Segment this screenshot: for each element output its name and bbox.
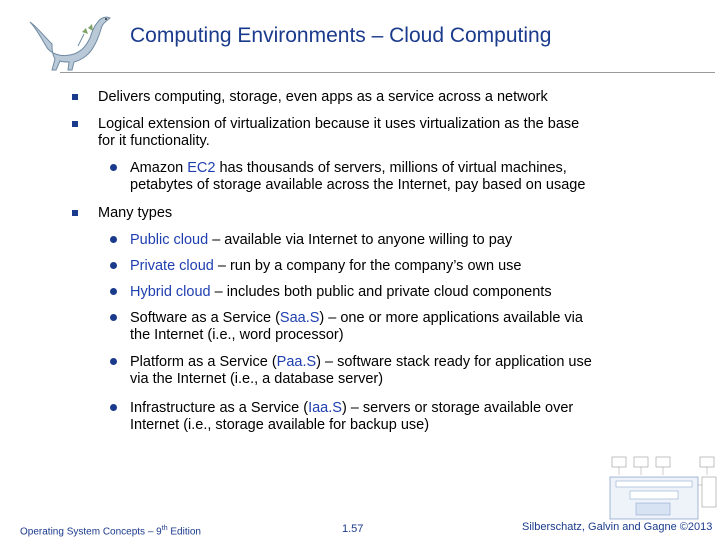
footer-book-sup: th (161, 525, 168, 532)
text-post: ) – servers or storage available over (341, 400, 574, 416)
footer-copyright: Silberschatz, Galvin and Gagne ©2013 (522, 521, 713, 533)
square-bullet-icon (72, 94, 78, 100)
round-bullet-icon (110, 358, 117, 365)
text-post: – run by a company for the company’s own use (213, 258, 522, 274)
sub-bullet-text (130, 400, 573, 434)
footer-book-post: Edition (167, 526, 201, 538)
bullet-line: petabytes of storage available across the Internet, pay based on usage (130, 177, 586, 193)
highlight-term: Paa.S (276, 354, 317, 370)
page-number: 1.57 (342, 523, 364, 535)
text-pre: Amazon (130, 160, 188, 176)
round-bullet-icon (110, 404, 117, 411)
text-pre: Software as a Service ( (130, 310, 280, 326)
text-pre: Platform as a Service ( (130, 354, 277, 370)
dinosaur-logo-icon (22, 4, 122, 74)
slide-title: Computing Environments – Cloud Computing (130, 24, 552, 47)
highlight-term: Hybrid cloud (130, 284, 211, 300)
highlight-term: Public cloud (130, 232, 209, 248)
footer-book-pre: Operating System Concepts – 9 (20, 526, 162, 538)
cloud-diagram-thumbnail (608, 455, 718, 527)
footer-book-title (20, 525, 201, 537)
text-pre: Infrastructure as a Service ( (130, 400, 309, 416)
sub-bullet-text (130, 232, 512, 249)
title-divider (60, 72, 715, 73)
round-bullet-icon (110, 236, 117, 243)
text-post: – available via Internet to anyone willing to pay (208, 232, 513, 248)
bullet-line: for it functionality. (98, 133, 210, 149)
round-bullet-icon (110, 288, 117, 295)
round-bullet-icon (110, 164, 117, 171)
square-bullet-icon (72, 210, 78, 216)
bullet-line: Logical extension of virtualization because it uses virtualization as the base (98, 116, 580, 132)
sub-bullet-text (130, 284, 552, 301)
round-bullet-icon (110, 262, 117, 269)
bullet-text: Delivers computing, storage, even apps as a service across a network (98, 89, 548, 105)
text-post: ) – one or more applications available via (319, 310, 583, 326)
sub-bullet-text (130, 258, 521, 275)
highlight-term: Iaa.S (308, 400, 342, 416)
bullet-text: Many types (98, 205, 173, 221)
highlight-term: Saa.S (279, 310, 320, 326)
highlight-term: EC2 (187, 160, 216, 176)
bullet-line: via the Internet (i.e., a database server) (130, 371, 384, 387)
bullet-line: the Internet (i.e., word processor) (130, 327, 344, 343)
text-post: – includes both public and private cloud components (210, 284, 552, 300)
square-bullet-icon (72, 121, 78, 127)
text-post: has thousands of servers, millions of virtual machines, (215, 160, 567, 176)
sub-bullet-text (130, 310, 583, 344)
bullet-text (98, 116, 579, 150)
round-bullet-icon (110, 314, 117, 321)
sub-bullet-text (130, 354, 592, 388)
highlight-term: Private cloud (130, 258, 214, 274)
sub-bullet-text (130, 160, 585, 194)
bullet-line: Internet (i.e., storage available for backup use) (130, 417, 430, 433)
text-post: ) – software stack ready for application use (316, 354, 592, 370)
